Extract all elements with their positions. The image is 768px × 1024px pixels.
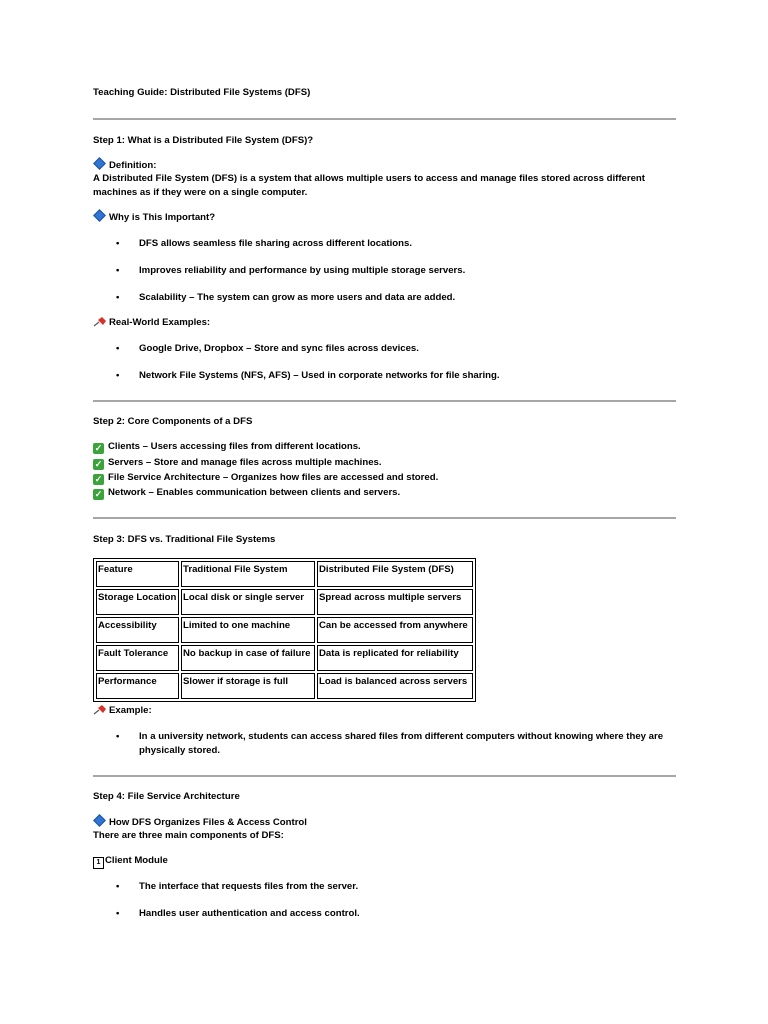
component-item <box>93 472 438 485</box>
examples-label-row <box>93 316 210 328</box>
bullet-dot: • <box>116 370 120 381</box>
client-module-label: Client Module <box>105 855 168 866</box>
table-cell: Storage Location <box>96 589 179 615</box>
bullet-dot: • <box>116 265 120 276</box>
step2-heading: Step 2: Core Components of a DFS <box>93 416 253 427</box>
list-item: Scalability – The system can grow as more users and data are added. <box>139 292 456 303</box>
example-label: Example: <box>109 705 152 716</box>
divider <box>93 517 676 519</box>
intro-text: There are three main components of DFS: <box>93 830 284 841</box>
table-cell: Slower if storage is full <box>181 673 315 699</box>
table-cell: Limited to one machine <box>181 617 315 643</box>
table-header-cell: Distributed File System (DFS) <box>317 561 473 587</box>
list-item: In a university network, students can access shared files from different computers without knowing where they are <box>139 731 664 742</box>
list-item: DFS allows seamless file sharing across different locations. <box>139 238 412 249</box>
blue-diamond-icon <box>93 814 106 827</box>
table-cell: Performance <box>96 673 179 699</box>
table-row <box>96 645 473 671</box>
definition-text-line1: A Distributed File System (DFS) is a system that allows multiple users to access and manage files stored across different <box>93 173 645 184</box>
bullet-dot: • <box>116 238 120 249</box>
list-item-continuation: physically stored. <box>139 745 221 756</box>
list-item: Google Drive, Dropbox – Store and sync files across devices. <box>139 343 419 354</box>
table-cell: No backup in case of failure <box>181 645 315 671</box>
table-cell: Spread across multiple servers <box>317 589 473 615</box>
client-module-row <box>93 855 168 869</box>
check-mark-icon: ✓ <box>94 459 103 469</box>
component-item <box>93 441 361 454</box>
divider <box>93 775 676 777</box>
check-mark-icon: ✓ <box>94 489 103 499</box>
table-header-row <box>96 561 473 587</box>
table-header-cell: Feature <box>96 561 179 587</box>
step1-heading: Step 1: What is a Distributed File System (DFS)? <box>93 135 314 146</box>
table-header-cell: Traditional File System <box>181 561 315 587</box>
check-mark-icon: ✓ <box>94 474 103 484</box>
definition-label: Definition: <box>109 160 157 171</box>
bullet-dot: • <box>116 343 120 354</box>
blue-diamond-icon <box>93 209 106 222</box>
blue-diamond-icon <box>93 157 106 170</box>
divider <box>93 118 676 120</box>
component-text: Servers – Store and manage files across multiple machines. <box>108 457 382 468</box>
list-item: The interface that requests files from the server. <box>139 881 359 892</box>
examples-label: Real-World Examples: <box>109 317 211 328</box>
table-row <box>96 589 473 615</box>
list-item: Network File Systems (NFS, AFS) – Used in corporate networks for file sharing. <box>139 370 500 381</box>
why-label: Why is This Important? <box>109 212 216 223</box>
bullet-dot: • <box>116 292 120 303</box>
why-label-row <box>93 211 215 223</box>
check-mark-icon: ✓ <box>94 443 103 453</box>
component-item <box>93 487 400 500</box>
comparison-table <box>93 558 476 702</box>
bullet-dot: • <box>116 881 120 892</box>
table-cell: Load is balanced across servers <box>317 673 473 699</box>
pushpin-icon <box>93 704 107 715</box>
pushpin-icon <box>93 316 107 327</box>
step3-heading: Step 3: DFS vs. Traditional File Systems <box>93 534 276 545</box>
sub-label: How DFS Organizes Files & Access Control <box>109 817 307 828</box>
table-row <box>96 617 473 643</box>
definition-text-line2: machines as if they were on a single computer. <box>93 187 308 198</box>
table-cell: Accessibility <box>96 617 179 643</box>
document-title: Teaching Guide: Distributed File Systems (DFS) <box>93 87 311 98</box>
table-row <box>96 673 473 699</box>
example-label-row <box>93 704 152 716</box>
table-cell: Fault Tolerance <box>96 645 179 671</box>
definition-label-row <box>93 159 156 171</box>
component-text: File Service Architecture – Organizes how files are accessed and stored. <box>108 472 439 483</box>
component-text: Network – Enables communication between clients and servers. <box>108 487 401 498</box>
component-item <box>93 457 382 470</box>
table-cell: Can be accessed from anywhere <box>317 617 473 643</box>
bullet-dot: • <box>116 731 120 742</box>
divider <box>93 400 676 402</box>
bullet-dot: • <box>116 908 120 919</box>
keycap-one-icon: 1 <box>93 857 104 869</box>
step4-heading: Step 4: File Service Architecture <box>93 791 240 802</box>
table-cell: Data is replicated for reliability <box>317 645 473 671</box>
list-item: Handles user authentication and access control. <box>139 908 360 919</box>
list-item: Improves reliability and performance by using multiple storage servers. <box>139 265 466 276</box>
component-text: Clients – Users accessing files from different locations. <box>108 441 361 452</box>
sub-label-row <box>93 816 307 828</box>
table-cell: Local disk or single server <box>181 589 315 615</box>
